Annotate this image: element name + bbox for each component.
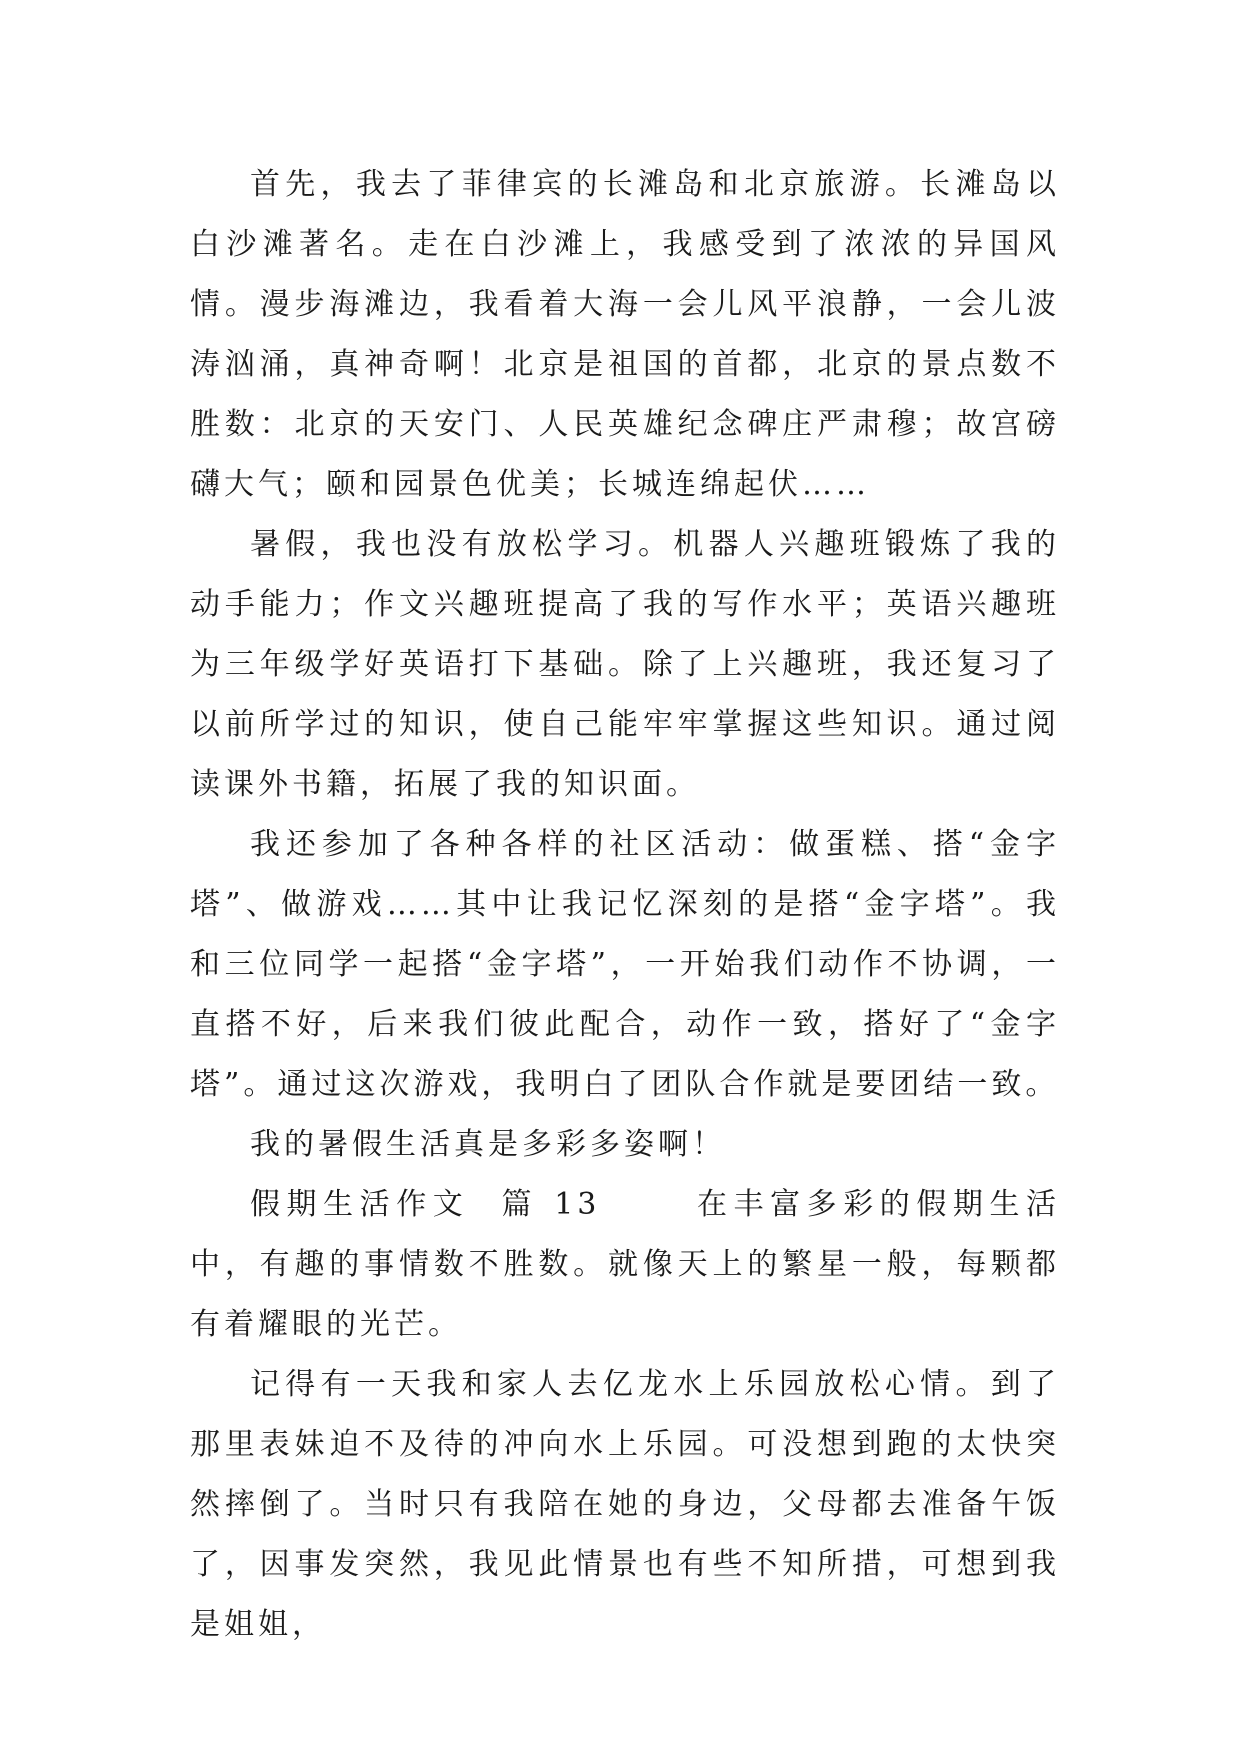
section-intro: 在丰富多彩的假期生活中，有趣的事情数不胜数。就像天上的繁星一般，每颗都有着耀眼的光芒。 <box>190 1187 1061 1342</box>
paragraph-community: 我还参加了各种各样的社区活动：做蛋糕、搭“金字塔”、做游戏……其中让我记忆深刻的是搭“金字塔”。我和三位同学一起搭“金字塔”，一开始我们动作不协调，一直搭不好，后来我们彼此配合，动作一致，搭好了“金字塔”。通过这次游戏，我明白了团队合作就是要团结一致。 <box>190 827 1060 1102</box>
paragraph-water-park: 记得有一天我和家人去亿龙水上乐园放松心情。到了那里表妹迫不及待的冲向水上乐园。可没想到跑的太快突然摔倒了。当时只有我陪在她的身边，父母都去准备午饭了，因事发突然，我见此情景也有些不知所措，可想到我是姐姐， <box>190 1367 1060 1642</box>
paragraph-study: 暑假，我也没有放松学习。机器人兴趣班锻炼了我的动手能力；作文兴趣班提高了我的写作水平；英语兴趣班为三年级学好英语打下基础。除了上兴趣班，我还复习了以前所学过的知识，使自己能牢牢掌握这些知识。通过阅读课外书籍，拓展了我的知识面。 <box>190 527 1060 802</box>
paragraph-travel: 首先，我去了菲律宾的长滩岛和北京旅游。长滩岛以白沙滩著名。走在白沙滩上，我感受到了浓浓的异国风情。漫步海滩边，我看着大海一会儿风平浪静，一会儿波涛汹涌，真神奇啊！北京是祖国的首都，北京的景点数不胜数：北京的天安门、人民英雄纪念碑庄严肃穆；故宫磅礴大气；颐和园景色优美；长城连绵起伏…… <box>190 167 1060 502</box>
section-heading: 假期生活作文 篇 13 <box>250 1187 601 1222</box>
document-body <box>190 155 1060 1655</box>
heading-gap <box>600 1187 697 1222</box>
paragraph-summary: 我的暑假生活真是多彩多姿啊！ <box>250 1127 726 1162</box>
paragraph-section-13 <box>190 1175 1060 1355</box>
